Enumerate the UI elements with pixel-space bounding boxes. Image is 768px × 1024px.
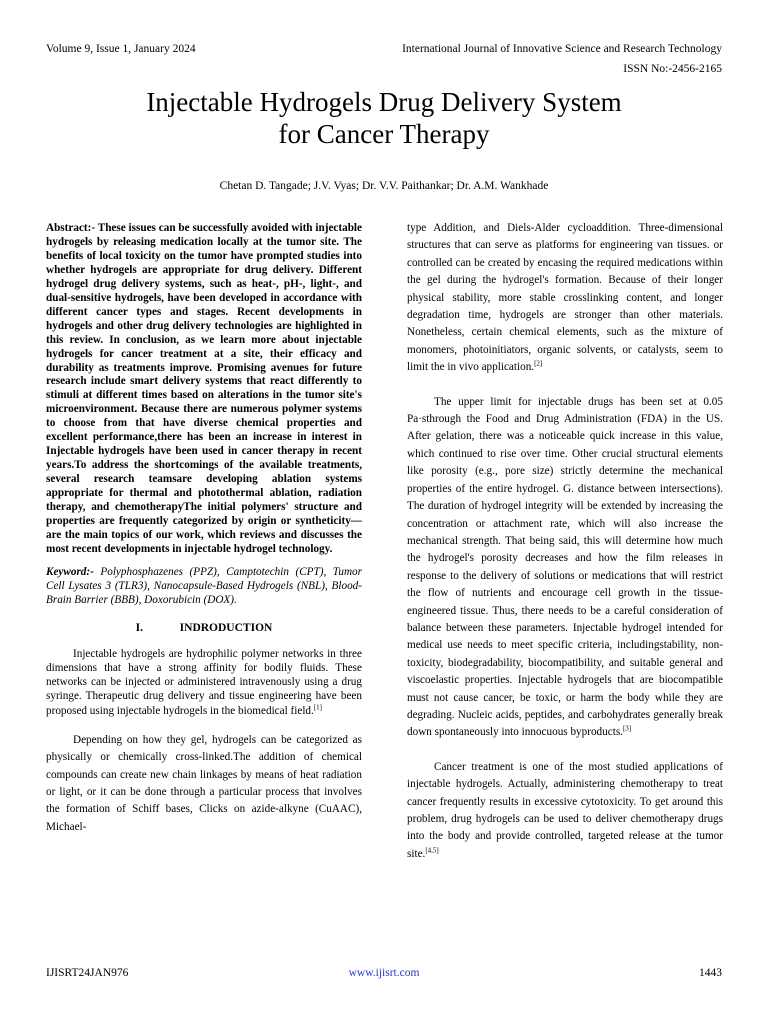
paper-id: IJISRT24JAN976 — [46, 967, 129, 979]
left-column — [46, 222, 362, 836]
right-paragraph-2 — [407, 394, 723, 742]
title-line-1: Injectable Hydrogels Drug Delivery System — [146, 87, 622, 117]
citation-1: [1] — [313, 702, 322, 711]
title-line-2: for Cancer Therapy — [278, 119, 490, 149]
page-number: 1443 — [699, 967, 722, 979]
citation-2: [2] — [534, 359, 543, 368]
citation-3: [3] — [622, 724, 632, 733]
section-number: I. — [135, 621, 144, 634]
website-link[interactable]: www.ijisrt.com — [348, 967, 420, 979]
paper-title — [0, 86, 768, 150]
citation-4-5: [4,5] — [425, 846, 439, 855]
section-heading — [46, 621, 362, 635]
right-paragraph-2-text: The upper limit for injectable drugs has been set at 0.05 Pa·sthrough the Food and Drug Administration (FDA) in the US. After gelation, there was a noticeable quick increase in this value, which continued to rise over time. Other crucial structural elements like porosity (e.g., pore size) strictly determine the mechanical properties of the entire hydrogel. G. distance between intersections). The duration of hydrogel integrity will be extended by increasing the concentration or attachment rate, which will also increase the mechanical strength. That being said, this will determine how much the hydrogel's porosity decreases and how the film releases in response to the delivery of solutions or medications that will restrict the flow of nutrients and encourage cell growth in the tissue-engineered tissue. Thus, there needs to be a careful consideration of balance between these parameters. Injectable hydrogel intended for medical use needs to meet specific criteria, includingstability, non-toxicity, biodegradability, biocompatibility, and suitable general and viscoelastic properties. Injectable hydrogels that are biocompatible must not cause cancer, be toxic, or harm the body while they are degrading. Nucleic acids, peptides, and carbohydrates generally break down spontaneously into innocuous byproducts. — [407, 395, 723, 739]
issn: ISSN No:-2456-2165 — [623, 63, 722, 75]
keyword-text: Polyphosphazenes (PPZ), Camptotechin (CPT), Tumor Cell Lysates 3 (TLR3), Nanocapsule-Based Hydrogels (NBL), Blood-Brain Barrier (BBB), Doxorubicin (DOX). — [46, 565, 363, 606]
keywords — [46, 566, 362, 608]
author-list: Chetan D. Tangade; J.V. Vyas; Dr. V.V. Paithankar; Dr. A.M. Wankhade — [219, 180, 549, 192]
right-paragraph-1-text: type Addition, and Diels-Alder cycloaddition. Three-dimensional structures that can serve as platforms for engineering van tissues. or controlled can be created by encasing the required medications within the gel during the hydrogel's formation. Because of their longer physical stability, more stable crosslinking content, and longer degradation time, hydrogels are stronger than other materials. Nonetheless, certain chemical elements, such as the mixture of monomers, photoinitiators, organic solvents, or catalysts, seem to limit the in vivo application. — [407, 222, 723, 374]
intro-paragraph-1 — [46, 647, 362, 718]
right-column — [407, 220, 723, 863]
section-title: INDRODUCTION — [179, 621, 273, 634]
right-paragraph-3 — [407, 759, 723, 863]
journal-name: International Journal of Innovative Science and Research Technology — [402, 43, 722, 55]
keyword-label: Keyword:- — [46, 565, 94, 578]
intro-paragraph-2: Depending on how they gel, hydrogels can be categorized as physically or chemically cross-linked.The addition of chemical compounds can create new chain linkages by means of heat radiation or light, or it can be done through a particular process that involves the formation of Schiff bases, Clicks on azide-alkyne (CuAAC), Michael- — [46, 733, 362, 833]
journal-volume: Volume 9, Issue 1, January 2024 — [46, 43, 196, 55]
right-paragraph-1 — [407, 220, 723, 377]
right-paragraph-3-text: Cancer treatment is one of the most studied applications of injectable hydrogels. Actually, administering chemotherapy to treat cancer frequently results in excessive cytotoxicity. To get around this problem, drug hydrogels can be used to deliver chemotherapy drugs into the body and provide controlled, targeted release at the tumor site. — [407, 760, 723, 860]
intro-paragraph-1-text: Injectable hydrogels are hydrophilic polymer networks in three dimensions that have a strong affinity for bodily fluids. These networks can be injected or administered intravenously using a drug syringe. Therapeutic drug delivery and tissue engineering have been proposed using injectable hydrogels in the biomedical field. — [46, 647, 362, 717]
abstract: Abstract:- These issues can be successfully avoided with injectable hydrogels by releasing medication locally at the tumor site. The benefits of local toxicity on the tumor have prompted studies into whether hydrogels are appropriate for drug delivery. Different hydrogel drug delivery systems, such as heat-, pH-, light-, and dual-sensitive hydrogels, have been developed in accordance with different cancer types and stages. Recent developments in hydrogels and other drug delivery technologies are highlighted in this review. In conclusion, as we learn more about injectable hydrogels for cancer treatment at a site, their efficacy and durability as treatments improve. Promising avenues for future research include smart delivery systems that react differently to stimuli at different times based on alterations in the tumor site's microenvironment. Because there are numerous polymer systems to choose from that have diverse chemical properties and excellent performance,there has been an increase in interest in Injectable hydrogels have been used in cancer therapy in recent years.To address the shortcomings of the available treatments, several research teamsare developing ablation systems appropriate for thermal and photothermal ablation, radiation therapy, and chemotherapyThe initial polymers' structure and properties are frequently categorized by origin or syntheticity—are the main topics of our work, which reviews and discusses the most recent developments in injectable hydrogel technology. — [46, 222, 362, 555]
